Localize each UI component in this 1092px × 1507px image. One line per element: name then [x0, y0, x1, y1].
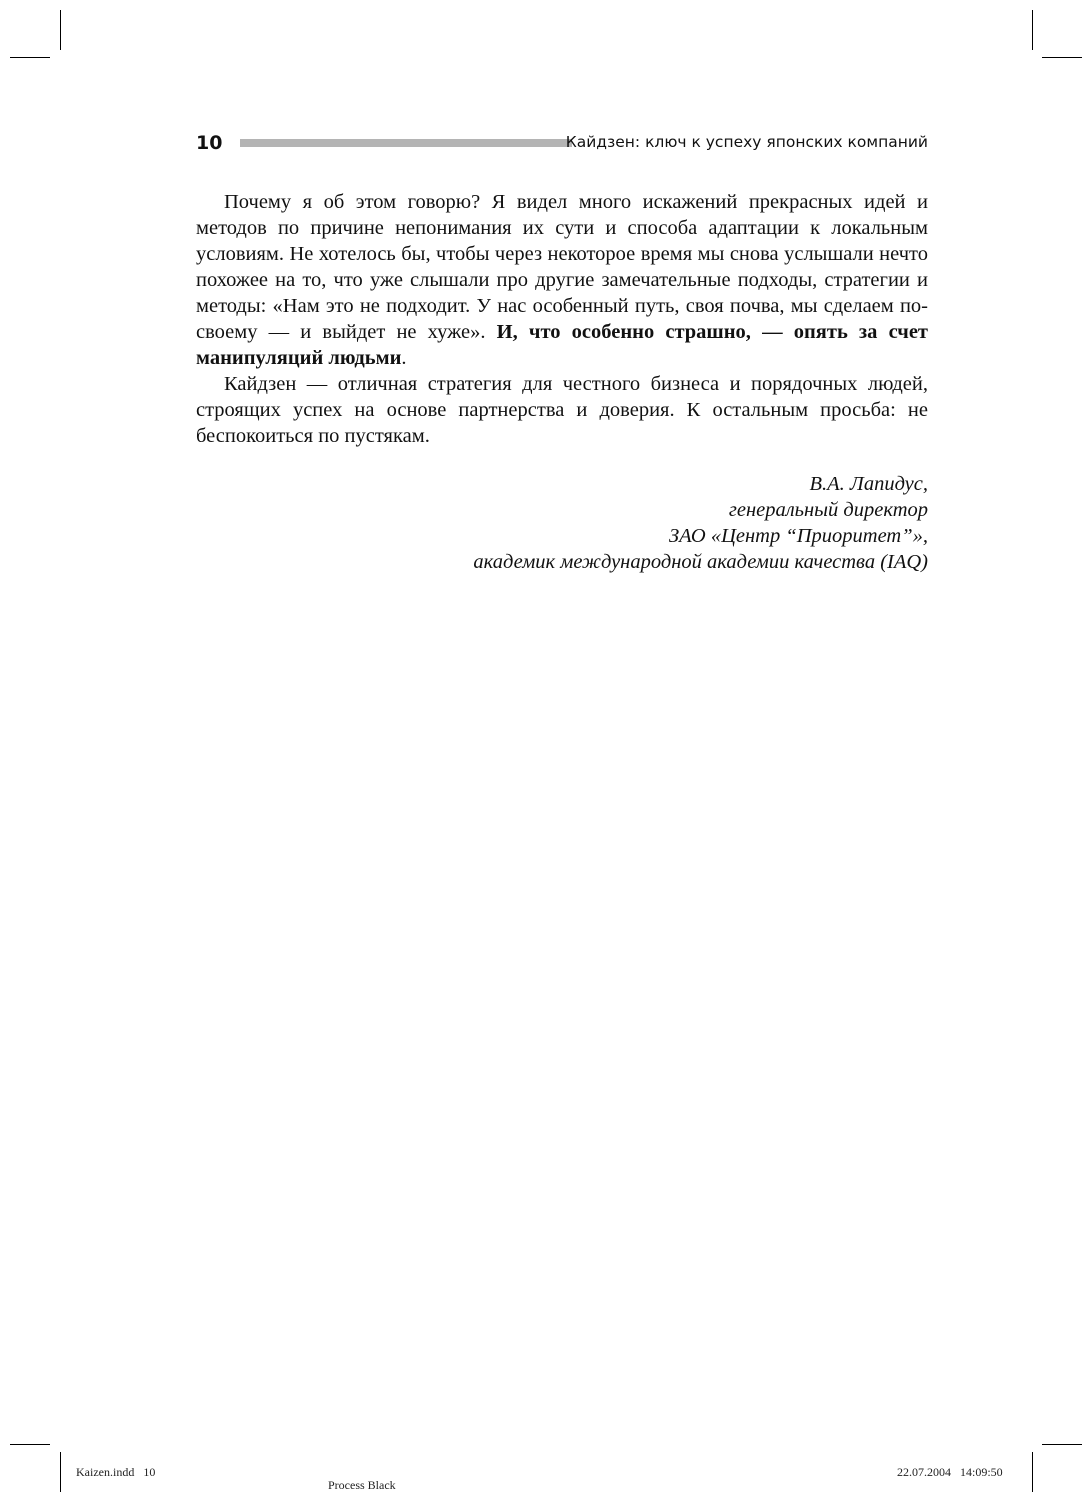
slug-color: Process Black — [328, 1478, 396, 1492]
signature-name: В.А. Лапидус, — [809, 473, 928, 495]
crop-mark — [10, 57, 50, 58]
crop-mark — [1042, 1444, 1082, 1445]
running-title: Кайдзен: ключ к успеху японских компаний — [565, 133, 928, 151]
crop-mark — [1032, 1452, 1033, 1492]
signature-block — [473, 471, 928, 575]
paragraph-end: . — [401, 347, 407, 369]
header-rule — [240, 139, 572, 147]
paragraph-text: Почему я об этом говорю? Я видел много искажений прекрасных идей и методов по причине непонимания их сути и способа адаптации к локальным условиям. Не хотелось бы, чтобы через некоторое время мы снова услышали нечто похожее на то, что уже слышали про другие замечательные подходы, стратегии и методы: «Нам это не подходит. У нас особенный путь, своя почва, мы сделаем по-своему — и выйдет не хуже». — [196, 191, 928, 343]
crop-mark — [1042, 57, 1082, 58]
slug-file: Kaizen.indd 10 — [76, 1465, 156, 1479]
crop-mark — [10, 1444, 50, 1445]
signature-position: генеральный директор — [728, 499, 928, 521]
running-header — [196, 130, 928, 158]
page-number: 10 — [196, 132, 223, 154]
body-text — [196, 189, 928, 449]
crop-mark — [60, 1452, 61, 1492]
signature-company: ЗАО «Центр “Приоритет”», — [669, 525, 928, 547]
crop-mark — [1032, 10, 1033, 50]
crop-mark — [60, 10, 61, 50]
slug-timestamp: 22.07.2004 14:09:50 — [897, 1465, 1003, 1479]
bold-emphasis: И, что особенно страшно, — опять за счет манипуляций людьми — [196, 321, 928, 369]
paragraph — [196, 189, 928, 371]
paragraph: Кайдзен — отличная стратегия для честного бизнеса и порядочных людей, строящих успех на основе партнерства и доверия. К остальным просьба: не беспокоиться по пустякам. — [196, 373, 928, 447]
signature-title: академик международной академии качества (IAQ) — [473, 551, 928, 573]
